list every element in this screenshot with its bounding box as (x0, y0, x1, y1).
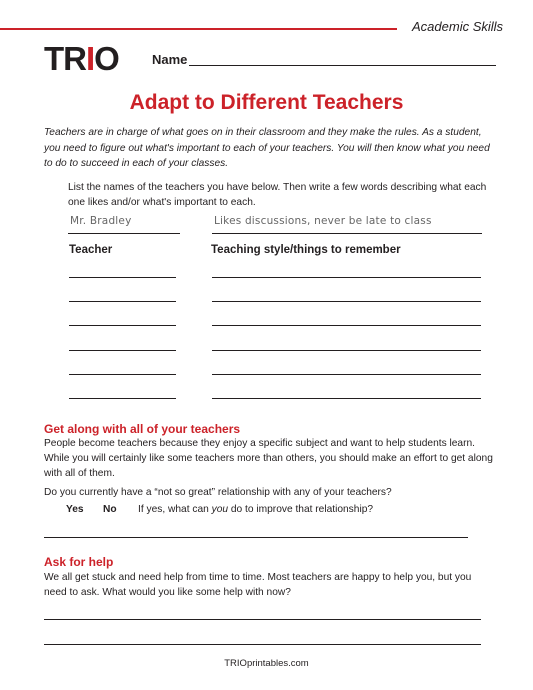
style-input-line-2[interactable] (212, 301, 481, 302)
example-teacher: Mr. Bradley (70, 215, 132, 227)
teacher-input-line-5[interactable] (69, 374, 176, 375)
example-teacher-line (68, 233, 180, 234)
teacher-input-line-3[interactable] (69, 325, 176, 326)
logo-text-tr: TR (44, 40, 86, 77)
get-along-heading: Get along with all of your teachers (44, 422, 241, 436)
teacher-input-line-1[interactable] (69, 277, 176, 278)
logo-text-i: I (86, 40, 95, 77)
name-label: Name (152, 52, 188, 67)
help-answer-line-1[interactable] (44, 619, 481, 620)
followup-text-pre: If yes, what can (138, 504, 212, 515)
example-style-line (212, 233, 482, 234)
teacher-input-line-4[interactable] (69, 350, 176, 351)
style-input-line-5[interactable] (212, 374, 481, 375)
example-style: Likes discussions, never be late to class (214, 215, 432, 227)
name-input-line[interactable] (189, 65, 496, 66)
style-column-header: Teaching style/things to remember (211, 244, 401, 256)
followup-text-em: you (211, 504, 229, 515)
logo-text-o: O (94, 40, 119, 77)
relationship-question: Do you currently have a “not so great” relationship with any of your teachers? (44, 487, 392, 498)
teacher-column-header: Teacher (69, 244, 113, 256)
relationship-answer-line[interactable] (44, 537, 468, 538)
get-along-body: People become teachers because they enjoy a specific subject and want to help students learn. While you will certainly like some teachers more than others, you should make an effort to get along with all of them. (44, 438, 493, 479)
header-rule (0, 28, 397, 30)
footer-url: TRIOprintables.com (224, 658, 309, 669)
teacher-input-line-2[interactable] (69, 301, 176, 302)
yes-option[interactable]: Yes (66, 504, 84, 515)
instructions-paragraph: List the names of the teachers you have below. Then write a few words describing what each one likes and/or what's important to each. (68, 182, 487, 208)
ask-help-body: We all get stuck and need help from time to time. Most teachers are happy to help you, but you need to ask. What would you like some help with now? (44, 572, 472, 598)
intro-paragraph: Teachers are in charge of what goes on in their classroom and they make the rules. As a student, you need to figure out what's important to each of your teachers. You will then know what you need to do to succeed in each of your classes. (44, 127, 490, 169)
followup-question (138, 504, 373, 515)
ask-help-heading: Ask for help (44, 555, 114, 569)
page-title: Adapt to Different Teachers (129, 91, 404, 114)
style-input-line-1[interactable] (212, 277, 481, 278)
help-answer-line-2[interactable] (44, 644, 481, 645)
style-input-line-3[interactable] (212, 325, 481, 326)
followup-text-post: do to improve that relationship? (228, 504, 374, 515)
teacher-input-line-6[interactable] (69, 398, 176, 399)
trio-logo (44, 42, 119, 76)
style-input-line-4[interactable] (212, 350, 481, 351)
style-input-line-6[interactable] (212, 398, 481, 399)
no-option[interactable]: No (103, 504, 117, 515)
category-label: Academic Skills (412, 19, 504, 34)
